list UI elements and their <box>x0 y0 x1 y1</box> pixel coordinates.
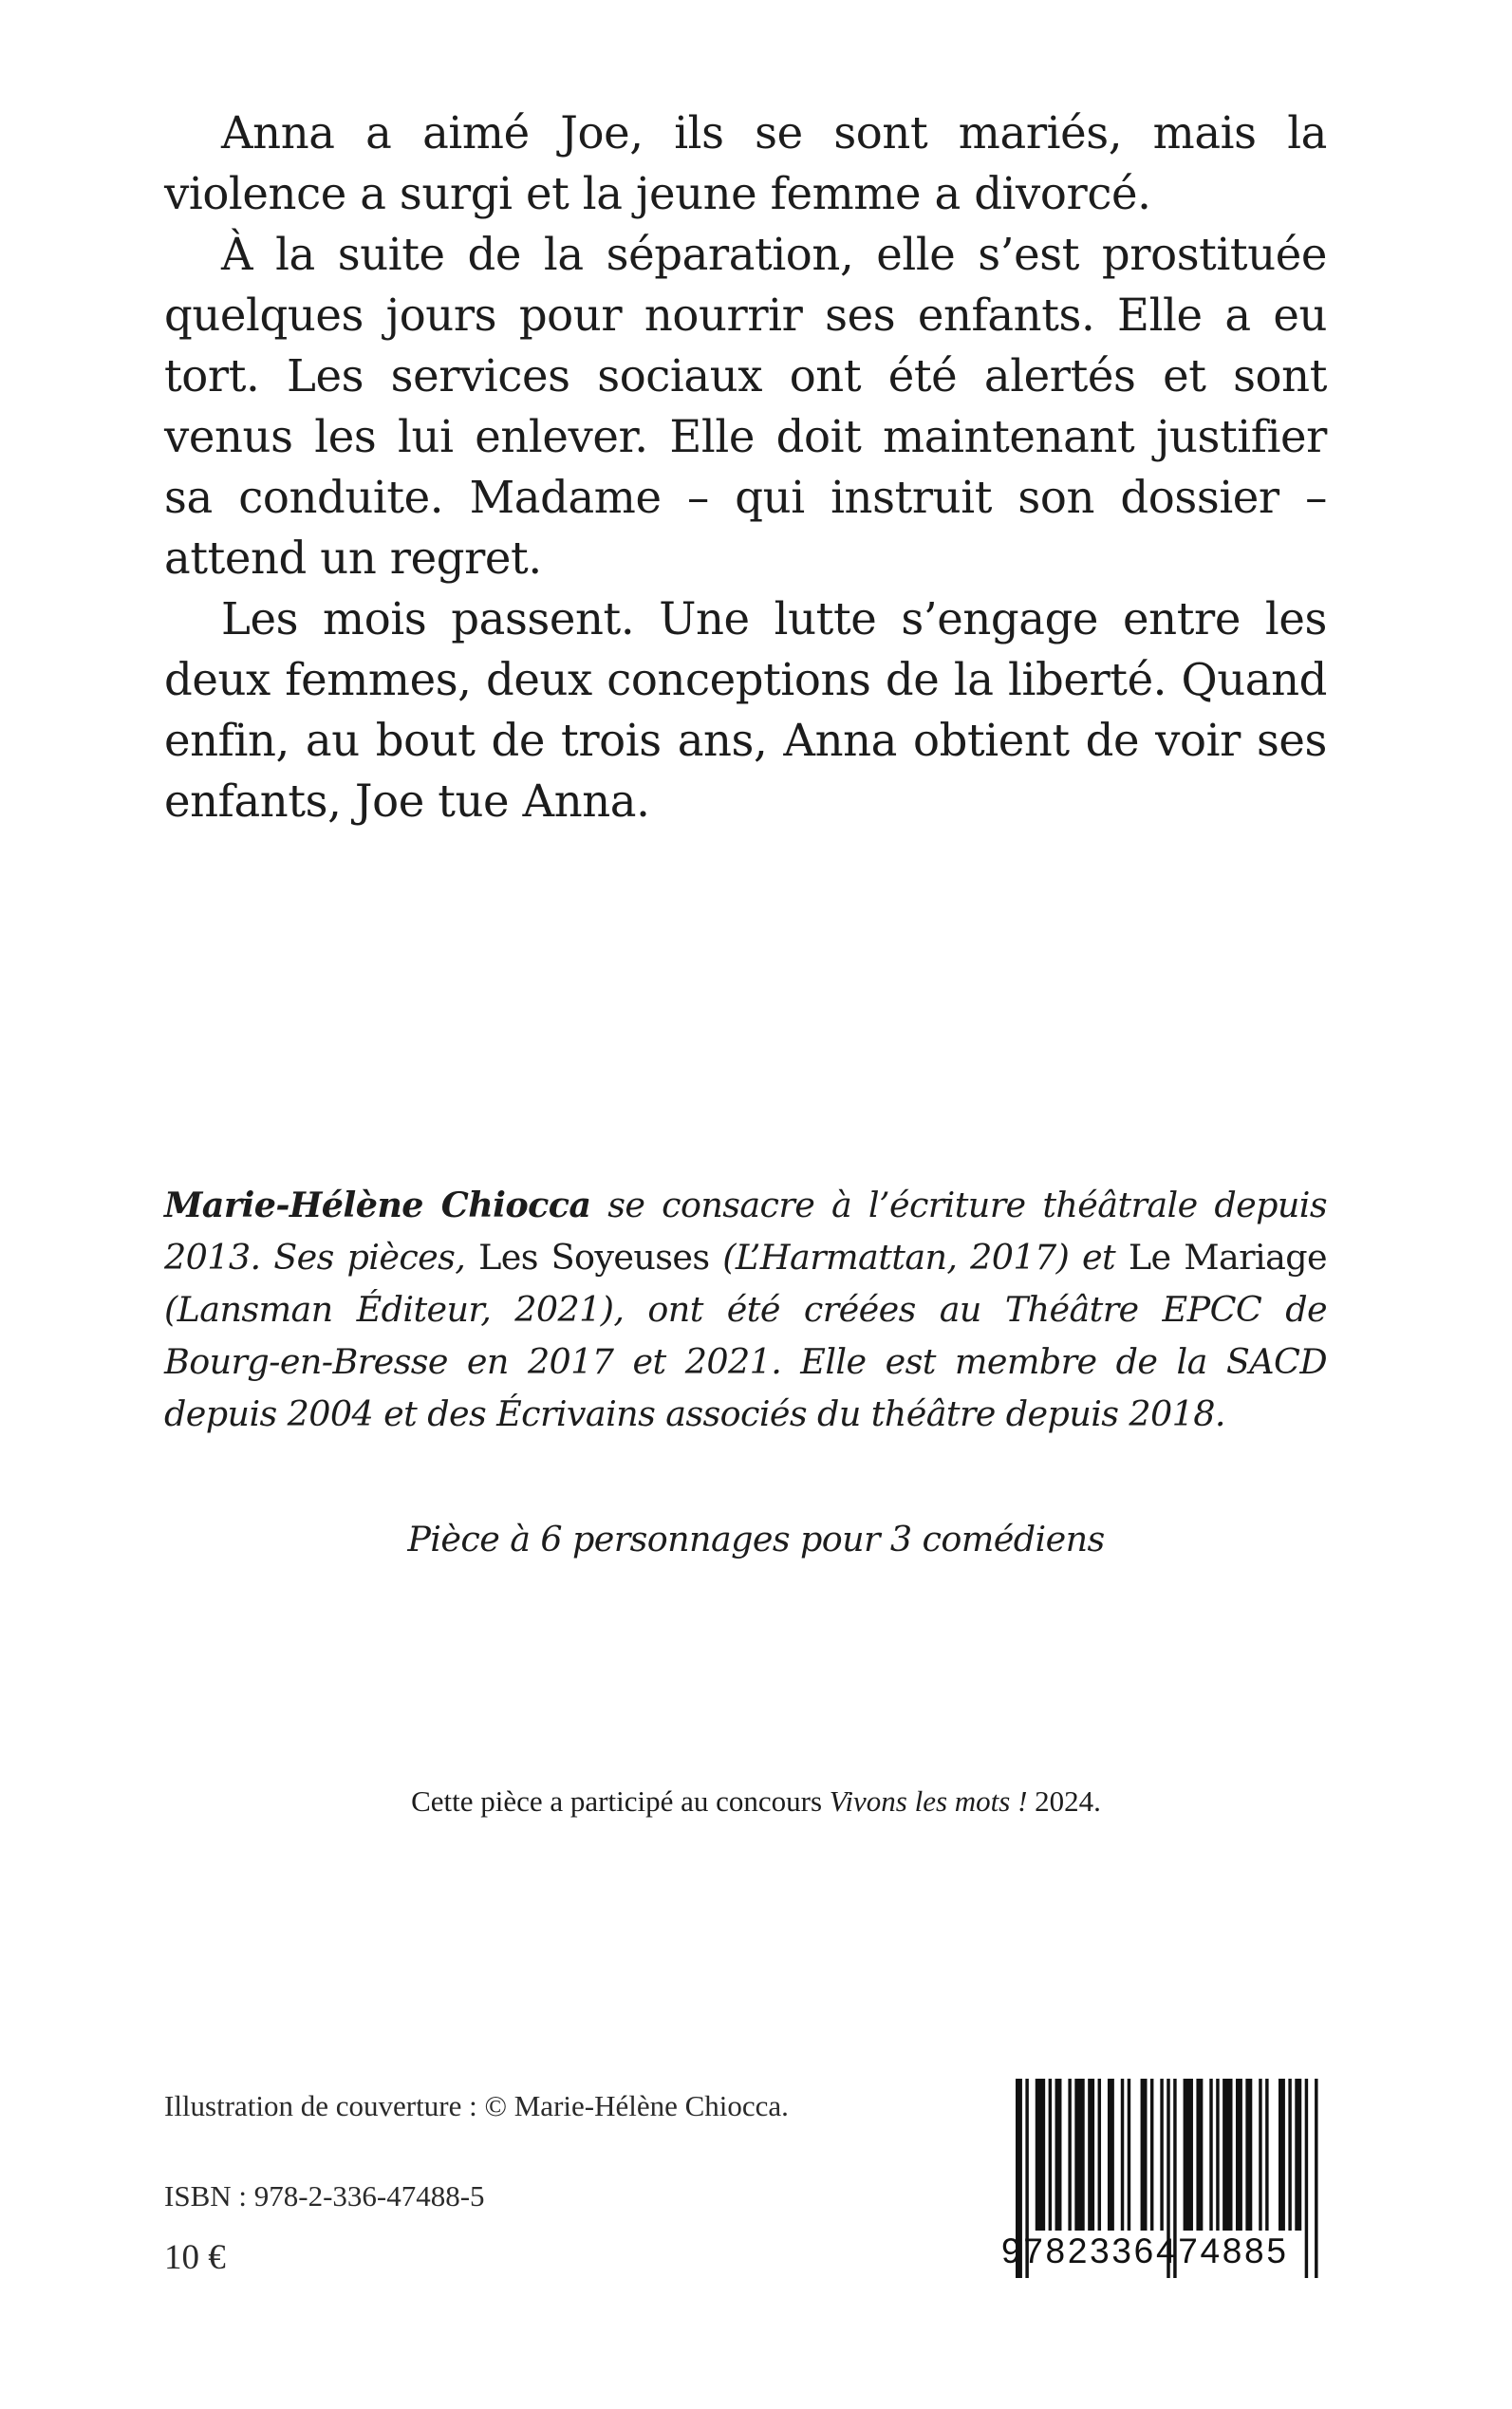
price-label: 10 € <box>164 2238 226 2277</box>
barcode-bar <box>1223 2079 1232 2231</box>
barcode-bar <box>1068 2079 1071 2231</box>
synopsis-paragraph-3: Les mois passent. Une lutte s’engage entre les deux femmes, deux conceptions de la liberté. Quand enfin, au bout de trois ans, Anna obtient de voir ses enfants, Joe tue Anna. <box>164 593 1327 827</box>
play-title-2: Le Mariage <box>1128 1237 1328 1278</box>
barcode-bar <box>1279 2079 1285 2231</box>
author-name: Marie-Hélène Chiocca <box>164 1185 591 1225</box>
contest-suffix: 2024. <box>1027 1784 1101 1818</box>
barcode-bar <box>1088 2079 1094 2231</box>
barcode-bar <box>1216 2079 1219 2231</box>
barcode-bar <box>1141 2079 1148 2231</box>
barcode-bar <box>1098 2079 1101 2231</box>
barcode-bar <box>1245 2079 1252 2231</box>
synopsis-paragraph-2: À la suite de la séparation, elle s’est prostituée quelques jours pour nourrir ses enfants. Elle a eu tort. Les services sociaux ont été alertés et sont venus les lui enlever. Elle doit maintenant justifier sa conduite. Madame – qui instruit son dossier – attend un regret. <box>164 229 1327 584</box>
barcode-bar <box>1074 2079 1084 2231</box>
barcode-bar <box>1160 2079 1163 2231</box>
barcode-bar <box>1128 2079 1130 2231</box>
barcode-bar <box>1288 2079 1291 2231</box>
barcode-bar <box>1055 2079 1062 2231</box>
barcode-digits: 9782336474885 <box>1001 2232 1289 2270</box>
cast-note: Pièce à 6 personnages pour 3 comédiens <box>407 1519 1105 1559</box>
barcode-bar <box>1150 2079 1153 2231</box>
barcode-bar <box>1196 2079 1203 2231</box>
barcode-bar <box>1108 2079 1114 2231</box>
barcode-bar <box>1209 2079 1212 2231</box>
contest-name: Vivons les mots ! <box>829 1784 1028 1818</box>
barcode-bar <box>1265 2079 1268 2231</box>
barcode-bar <box>1049 2079 1052 2231</box>
barcode-bar <box>1121 2079 1124 2231</box>
illustration-credit: Illustration de couverture : © Marie-Hélène Chiocca. <box>164 2089 789 2122</box>
bio-publisher-1: (L’Harmattan, 2017) et <box>709 1237 1129 1278</box>
author-bio <box>164 1179 1327 1440</box>
play-title-1: Les Soyeuses <box>478 1237 710 1278</box>
synopsis-paragraph-1: Anna a aimé Joe, ils se sont mariés, mais la violence a surgi et la jeune femme a divorcé. <box>164 107 1327 219</box>
contest-prefix: Cette pièce a participé au concours <box>411 1784 830 1818</box>
bio-text-1: se consacre à l’écriture théâtrale depuis 2013. Ses pièces, <box>164 1185 1328 1278</box>
barcode-bar <box>1036 2079 1045 2231</box>
back-cover-synopsis <box>164 103 1327 831</box>
barcode-bar <box>1236 2079 1242 2231</box>
barcode-bar <box>1295 2079 1301 2231</box>
bio-text-2: (Lansman Éditeur, 2021), ont été créées au Théâtre EPCC de Bourg-en-Bresse en 2017 et 2021. Elle est membre de la SACD depuis 2004 et des Écrivains associés du théâtre depuis 2018. <box>164 1289 1327 1434</box>
isbn-label: ISBN : 978-2-336-47488-5 <box>164 2179 485 2213</box>
contest-note <box>0 1784 1512 1819</box>
barcode-bar <box>1259 2079 1261 2231</box>
barcode-bar <box>1184 2079 1193 2231</box>
